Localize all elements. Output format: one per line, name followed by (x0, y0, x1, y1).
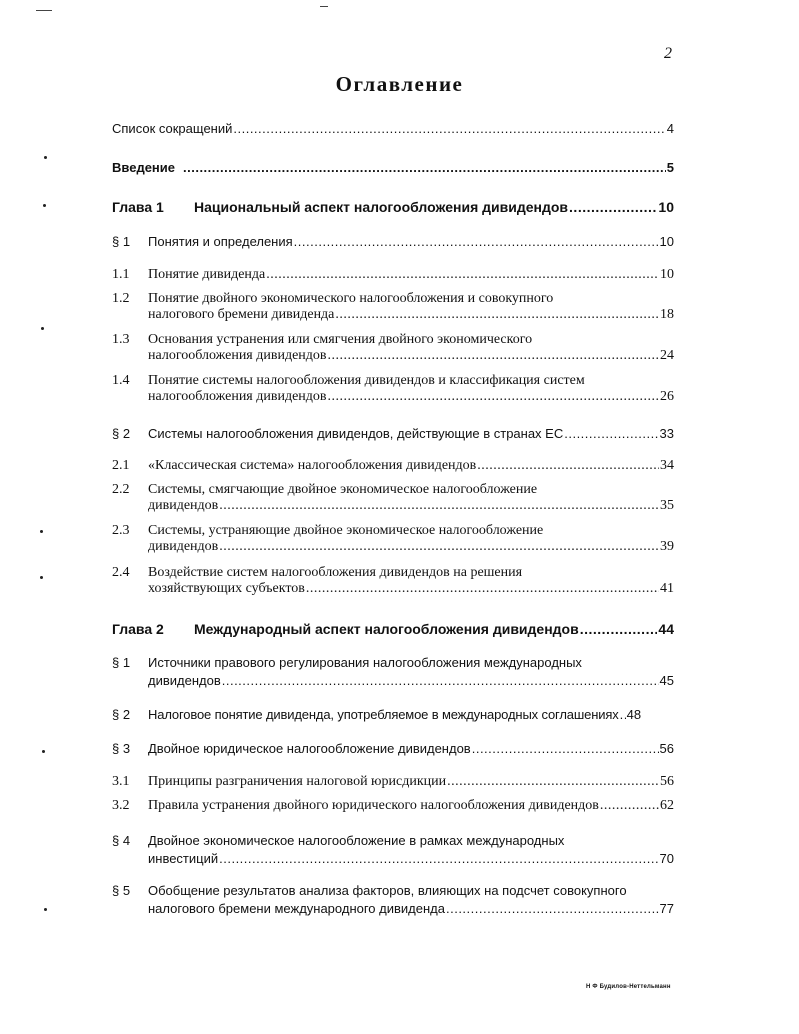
toc-entry[interactable] (112, 565, 674, 597)
toc-entry-page: 4 (666, 121, 674, 136)
toc-entry-text: дивидендов (148, 539, 219, 554)
toc-entry[interactable] (112, 373, 674, 405)
toc-entry-number: § 4 (112, 833, 131, 848)
toc-entry-page: 44 (658, 621, 674, 637)
toc-entry-page: 41 (660, 581, 674, 596)
toc-entry-text-line1: Системы, смягчающие двойное экономическое налогообложение (148, 482, 538, 497)
toc-entry-page: 48 (626, 707, 642, 722)
toc-entry-text: Введение (112, 160, 175, 175)
toc-entry[interactable] (112, 121, 674, 136)
toc-entry-number: 2.3 (112, 523, 130, 538)
toc-entry-page: 77 (659, 901, 674, 916)
toc-entry-text-line1: Воздействие систем налогообложения дивидендов на решения (148, 565, 523, 580)
toc-entry-page: 70 (659, 851, 674, 866)
toc-entry-page: 56 (660, 774, 674, 789)
toc-entry[interactable] (112, 482, 674, 514)
toc-entry[interactable] (112, 707, 674, 722)
toc-entry-number: 1.2 (112, 291, 130, 306)
toc-entry-page: 10 (658, 199, 674, 215)
toc-entry[interactable] (112, 741, 674, 756)
toc-entry-text: Понятие дивиденда (148, 267, 266, 282)
toc-entry-number: § 2 (112, 707, 131, 722)
toc-entry[interactable] (112, 291, 674, 323)
toc-entry[interactable] (112, 523, 674, 555)
toc-entry-page: 34 (660, 458, 674, 473)
toc-entry-text: дивидендов (148, 498, 219, 513)
toc-entry-page: 45 (659, 673, 674, 688)
toc-entry-text: налогового бремени дивиденда (148, 307, 335, 322)
toc-entry-text: налогообложения дивидендов (148, 348, 327, 363)
page-number: 2 (664, 45, 672, 62)
toc-entry-number: 1.4 (112, 373, 130, 388)
toc-entry-number: 2.1 (112, 458, 130, 473)
toc-entry-page: 10 (660, 267, 674, 282)
toc-entry-page: 5 (666, 160, 674, 175)
toc-chapter[interactable] (112, 621, 674, 637)
toc-entry-text-line1: Основания устранения или смягчения двойного экономического (148, 332, 533, 347)
toc-entry-text-line1: Системы, устраняющие двойное экономическое налогообложение (148, 523, 544, 538)
toc-entry[interactable] (112, 458, 674, 474)
toc-entry[interactable] (112, 774, 674, 790)
toc-entry-text: Налоговое понятие дивиденда, употребляемое в международных соглашениях (148, 707, 619, 722)
toc-entry-page: 24 (660, 348, 674, 363)
toc-entry-number: 3.1 (112, 774, 130, 789)
toc-entry[interactable] (112, 332, 674, 364)
toc-entry-page: 56 (659, 741, 674, 756)
toc-entry-text: Системы налогообложения дивидендов, действующие в странах ЕС (148, 426, 564, 441)
toc-entry-page: 62 (660, 798, 674, 813)
toc-entry[interactable] (112, 234, 674, 249)
toc-entry-text-line1: Обобщение результатов анализа факторов, влияющих на подсчет совокупного (148, 883, 627, 898)
toc-chapter[interactable] (112, 199, 674, 215)
toc-entry-page: 35 (660, 498, 674, 513)
toc-entry-text: инвестиций (148, 851, 219, 866)
toc-entry-page: 39 (660, 539, 674, 554)
toc-entry[interactable] (112, 798, 674, 814)
toc-entry[interactable] (112, 426, 674, 441)
toc-entry-number: 2.2 (112, 482, 130, 497)
toc-entry-page: 26 (660, 389, 674, 404)
toc-entry-text: дивидендов (148, 673, 221, 688)
toc-entry-text: Международный аспект налогообложения дивидендов (194, 621, 579, 637)
toc-entry-number: 3.2 (112, 798, 130, 813)
toc-entry-number: § 5 (112, 883, 131, 898)
toc-entry-text: хозяйствующих субъектов (148, 581, 305, 596)
toc-entry-number: 1.3 (112, 332, 130, 347)
toc-entry-text: Правила устранения двойного юридического налогообложения дивидендов (148, 798, 599, 813)
toc-entry-text: Национальный аспект налогообложения дивидендов (194, 199, 569, 215)
toc-entry-page: 10 (659, 234, 674, 249)
toc-entry-text: Принципы разграничения налоговой юрисдикции (148, 774, 447, 789)
toc-entry-text: налогообложения дивидендов (148, 389, 327, 404)
toc-entry-number: 1.1 (112, 267, 130, 282)
toc-entry-text: налогового бремени международного дивиденда (148, 901, 445, 916)
toc-entry-text: Список сокращений (112, 121, 233, 136)
page-title: Оглавление (335, 72, 464, 96)
toc-entry-page: 33 (659, 426, 674, 441)
toc-entry-text-line1: Понятие двойного экономического налогообложения и совокупного (148, 291, 554, 306)
footer-author-stamp: Н Ф Будилов-Неттельманн (586, 984, 671, 990)
toc-entry-text-line1: Понятие системы налогообложения дивидендов и классификация систем (148, 373, 585, 388)
toc-entry-number: § 1 (112, 655, 131, 670)
toc-entry[interactable] (112, 833, 674, 866)
toc-entry[interactable] (112, 267, 674, 283)
toc-entry-number: Глава 1 (112, 199, 164, 215)
toc-entry-text: «Классическая система» налогообложения дивидендов (148, 458, 477, 473)
toc-entry[interactable] (112, 655, 674, 688)
toc-entry-number: § 3 (112, 741, 131, 756)
toc-entry-page: 18 (660, 307, 674, 322)
toc-entry-text-line1: Двойное экономическое налогообложение в рамках международных (148, 833, 565, 848)
toc-entry-text: Двойное юридическое налогообложение дивидендов (148, 741, 471, 756)
toc-entry-number: § 1 (112, 234, 131, 249)
toc-entry[interactable] (112, 160, 674, 175)
toc-entry-number: Глава 2 (112, 621, 164, 637)
toc-entry-text-line1: Источники правового регулирования налогообложения международных (148, 655, 582, 670)
toc-entry-number: § 2 (112, 426, 131, 441)
toc-entry[interactable] (112, 883, 674, 916)
toc-entry-text: Понятия и определения (148, 234, 293, 249)
toc-entry-number: 2.4 (112, 565, 130, 580)
